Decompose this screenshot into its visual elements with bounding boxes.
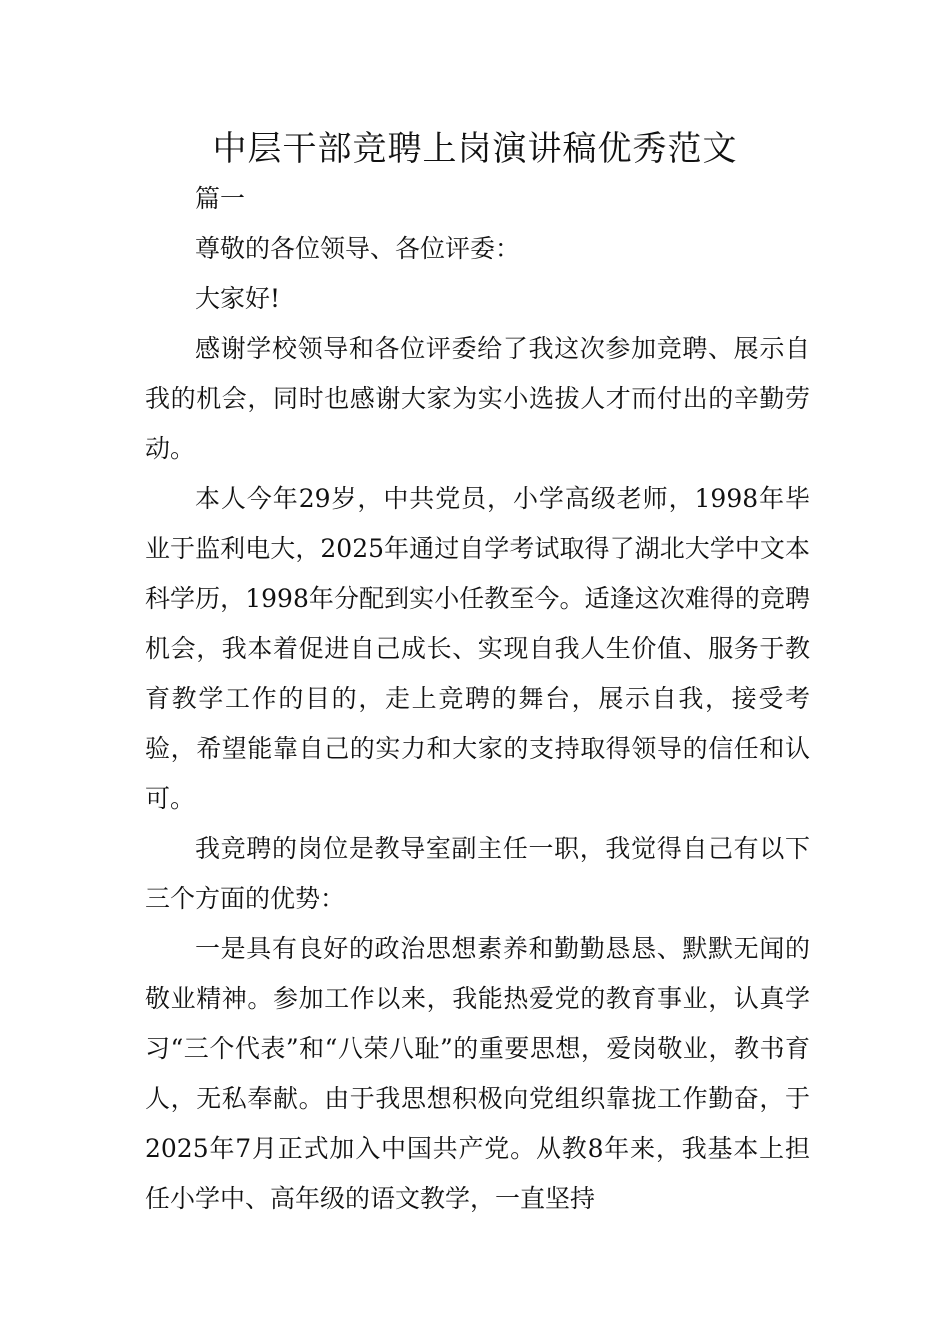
document-title: 中层干部竞聘上岗演讲稿优秀范文: [212, 129, 738, 169]
document-body: [145, 174, 810, 1224]
paragraph-advantage-one: 一是具有良好的政治思想素养和勤勤恳恳、默默无闻的敬业精神。参加工作以来，我能热爱党的教育事业，认真学习“三个代表”和“八荣八耻”的重要思想，爱岗敬业，教书育人，无私奉献。由于我思想积极向党组织靠拢工作勤奋，于2025年7月正式加入中国共产党。从教8年来，我基本上担任小学中、高年级的语文教学，一直坚持: [145, 934, 810, 1213]
paragraph-position: 我竞聘的岗位是教导室副主任一职，我觉得自己有以下三个方面的优势：: [145, 834, 810, 913]
paragraph-section-label: 篇一: [195, 184, 246, 213]
paragraph-thanks: 感谢学校领导和各位评委给了我这次参加竞聘、展示自我的机会，同时也感谢大家为实小选拔人才而付出的辛勤劳动。: [145, 334, 810, 463]
paragraph-salutation: 尊敬的各位领导、各位评委：: [195, 234, 521, 263]
paragraph-self-introduction: 本人今年29岁，中共党员，小学高级老师，1998年毕业于监利电大，2025年通过自学考试取得了湖北大学中文本科学历，1998年分配到实小任教至今。适逢这次难得的竞聘机会，我本着促进自己成长、实现自我人生价值、服务于教育教学工作的目的，走上竞聘的舞台，展示自我，接受考验，希望能靠自己的实力和大家的支持取得领导的信任和认可。: [145, 484, 810, 813]
paragraph-greeting: 大家好!: [195, 284, 281, 313]
